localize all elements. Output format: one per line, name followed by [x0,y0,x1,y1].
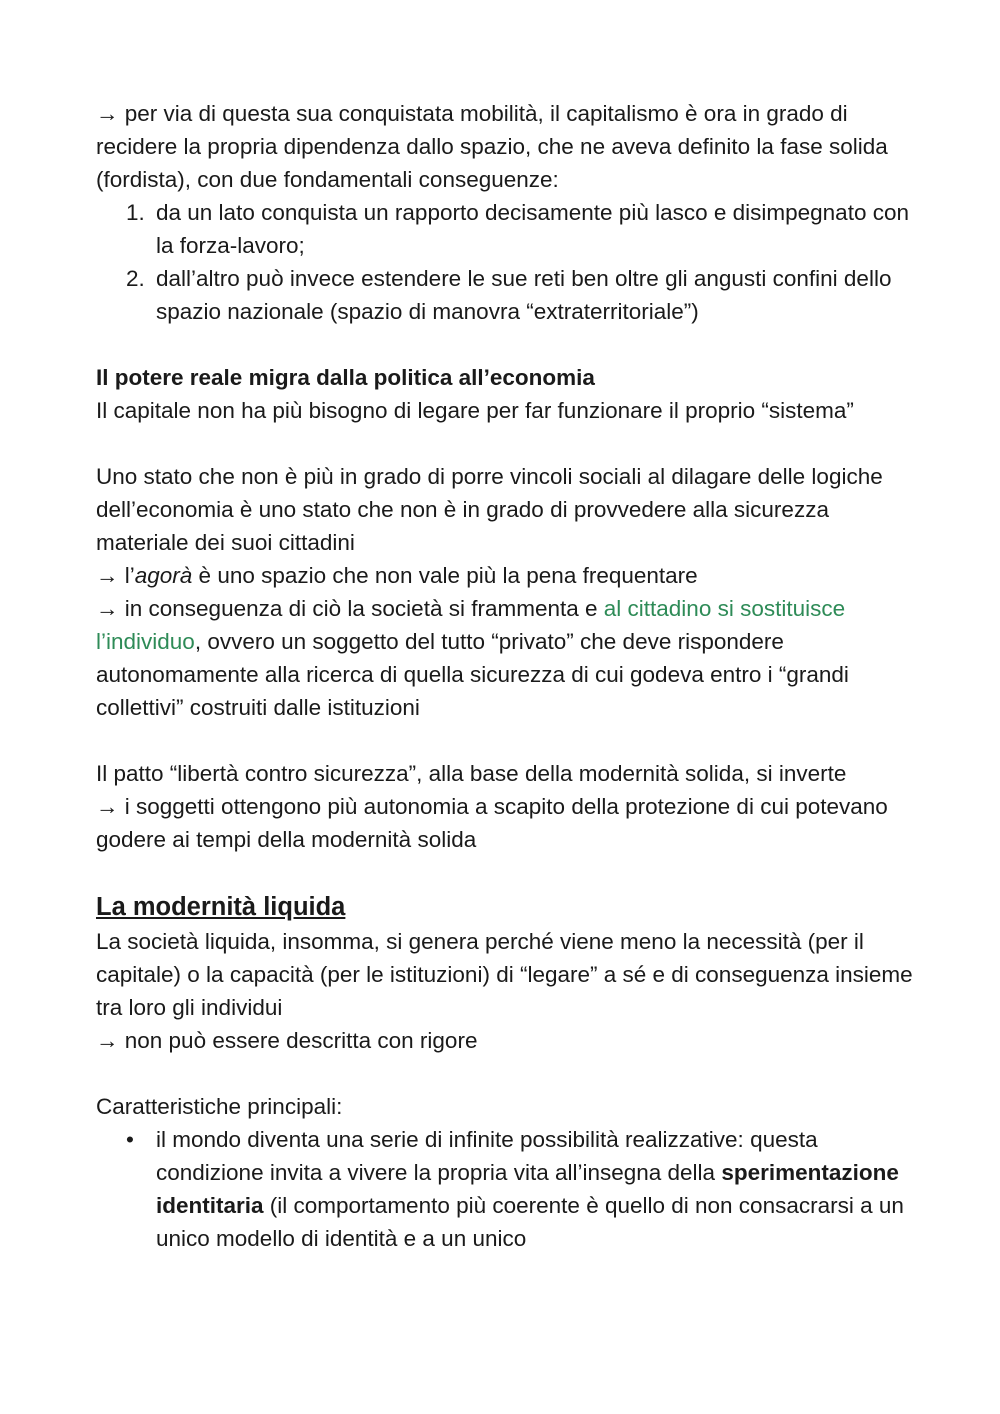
list-item [96,1123,916,1255]
bullet-icon: • [126,1127,134,1152]
item-bold-term: sperimentazione identitaria [156,1160,899,1218]
list-item [96,196,916,262]
fragmentation-suffix: , ovvero un soggetto del tutto “privato” che deve rispondere autonomamente alla ricerca di quella sicurezza di cui godeva entro i “grandi collettivi” costruiti dalle istituzioni [96,629,849,720]
agora-prefix: → l’ [96,563,135,588]
list-item [96,262,916,328]
highlighted-phrase: al cittadino si sostituisce l’individuo [96,596,846,654]
item-prefix: il mondo diventa una serie di infinite possibilità realizzative: questa condizione invita a vivere la propria vita all’insegna della [156,1127,818,1185]
list-number: 1. [126,200,145,225]
liquid-society-paragraph: La società liquida, insomma, si genera perché viene meno la necessità (per il capitale) o la capacità (per le istituzioni) di “legare” a sé e di conseguenza insieme tra loro gli individui [96,929,913,1020]
fragmentation-prefix: → in conseguenza di ciò la società si frammenta e [96,596,604,621]
spacer [96,1057,916,1090]
document-body [96,97,916,1255]
item-suffix: (il comportamento più coerente è quello di non consacrarsi a un unico modello di identità e a un unico [156,1193,904,1251]
list-item-text: da un lato conquista un rapporto decisamente più lasco e disimpegnato con la forza-lavoro; [156,200,909,258]
rigor-line: → non può essere descritta con rigore [96,1028,478,1053]
characteristics-list [96,1123,916,1255]
agora-suffix: è uno spazio che non vale più la pena frequentare [192,563,698,588]
capitalism-mobility-paragraph: → per via di questa sua conquistata mobilità, il capitalismo è ora in grado di recidere la propria dipendenza dallo spazio, che ne aveva definito la fase solida (fordista), con due fondamentali conseguenze: [96,101,888,192]
characteristics-label: Caratteristiche principali: [96,1094,343,1119]
spacer [96,856,916,889]
list-number: 2. [126,266,145,291]
power-migration-title: Il potere reale migra dalla politica all’economia [96,365,595,390]
fragmentation-paragraph [96,592,916,724]
autonomy-line: → i soggetti ottengono più autonomia a scapito della protezione di cui potevano godere ai tempi della modernità solida [96,794,888,852]
section-heading: La modernità liquida [96,893,346,921]
spacer [96,427,916,460]
consequences-list [96,196,916,328]
agora-word: agorà [134,563,193,588]
pact-paragraph: Il patto “libertà contro sicurezza”, alla base della modernità solida, si inverte [96,761,847,786]
spacer [96,724,916,757]
state-paragraph: Uno stato che non è più in grado di porre vincoli sociali al dilagare delle logiche dell’economia è uno stato che non è in grado di provvedere alla sicurezza materiale dei suoi cittadini [96,464,883,555]
agora-line [96,559,916,592]
spacer [96,328,916,361]
capital-paragraph: Il capitale non ha più bisogno di legare per far funzionare il proprio “sistema” [96,398,854,423]
list-item-text: dall’altro può invece estendere le sue reti ben oltre gli angusti confini dello spazio nazionale (spazio di manovra “extraterritoriale”) [156,266,892,324]
